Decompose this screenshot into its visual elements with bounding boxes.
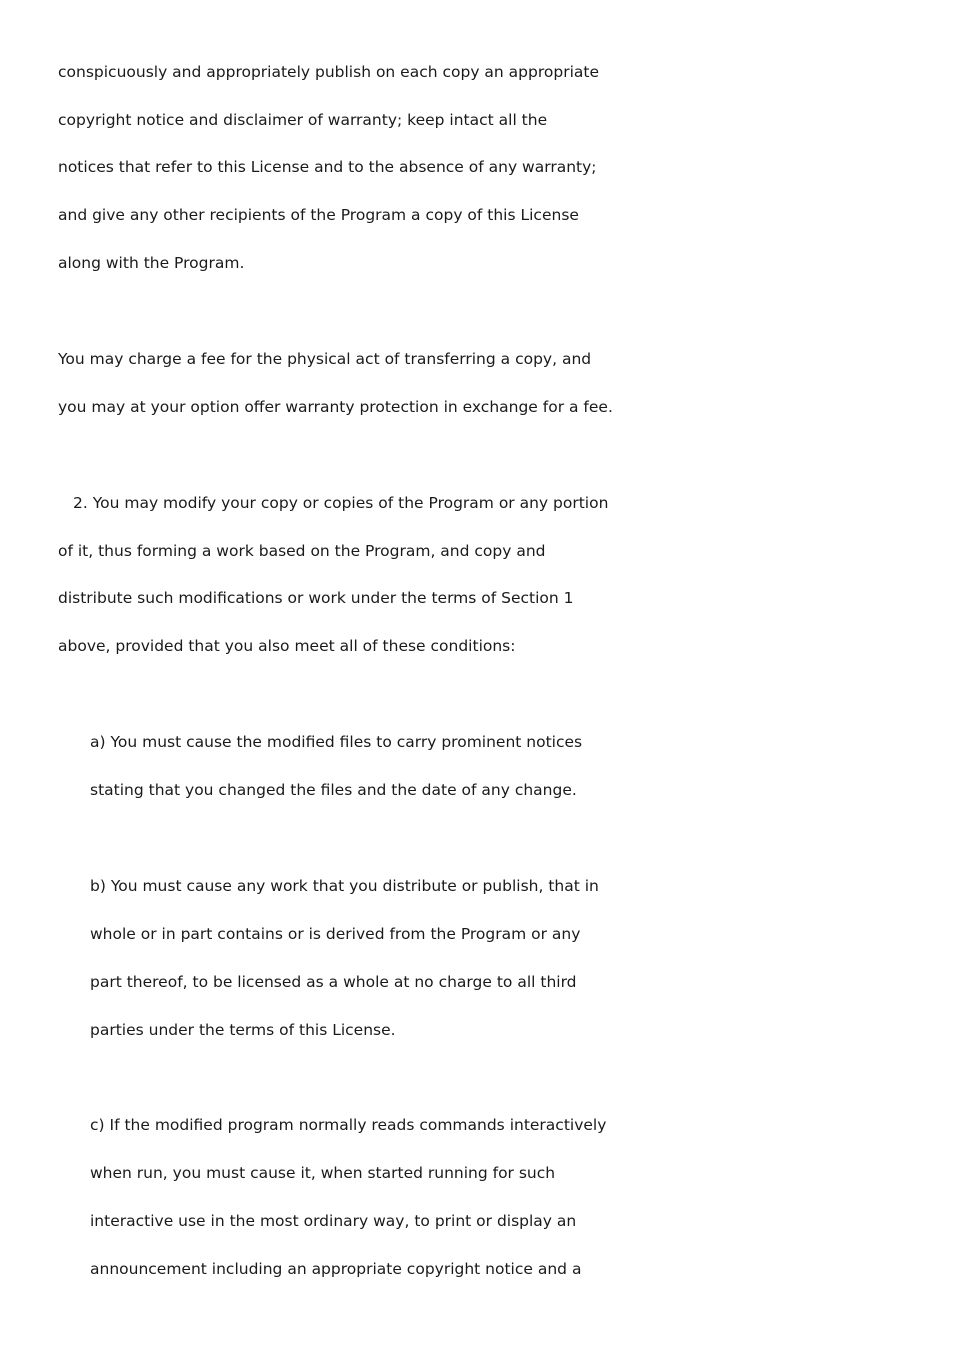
- condition-c-line: c) If the modified program normally reads commands interactively: [90, 1116, 607, 1134]
- section-2-heading-line: 2. You may modify your copy or copies of the Program or any portion: [73, 494, 609, 512]
- text-line: above, provided that you also meet all of these conditions:: [58, 637, 516, 655]
- condition-b-line: b) You must cause any work that you distribute or publish, that in: [90, 877, 599, 895]
- condition-c-line: interactive use in the most ordinary way, to print or display an: [90, 1212, 577, 1230]
- condition-b-line: whole or in part contains or is derived from the Program or any: [90, 925, 581, 943]
- text-line: along with the Program.: [58, 254, 245, 272]
- text-line: and give any other recipients of the Program a copy of this License: [58, 206, 579, 224]
- text-line: distribute such modifications or work under the terms of Section 1: [58, 589, 574, 607]
- text-line: You may charge a fee for the physical act of transferring a copy, and: [58, 350, 592, 368]
- text-line: copyright notice and disclaimer of warranty; keep intact all the: [58, 111, 548, 129]
- text-line: notices that refer to this License and to the absence of any warranty;: [58, 158, 597, 176]
- condition-c-line: announcement including an appropriate copyright notice and a: [90, 1260, 582, 1278]
- text-line: you may at your option offer warranty protection in exchange for a fee.: [58, 398, 613, 416]
- text-line: conspicuously and appropriately publish on each copy an appropriate: [58, 63, 599, 81]
- condition-a-line: stating that you changed the files and the date of any change.: [90, 781, 577, 799]
- condition-c-line: when run, you must cause it, when started running for such: [90, 1164, 556, 1182]
- condition-b-line: part thereof, to be licensed as a whole at no charge to all third: [90, 973, 577, 991]
- condition-b-line: parties under the terms of this License.: [90, 1021, 396, 1039]
- condition-a-line: a) You must cause the modified files to carry prominent notices: [90, 733, 583, 751]
- text-line: of it, thus forming a work based on the Program, and copy and: [58, 542, 546, 560]
